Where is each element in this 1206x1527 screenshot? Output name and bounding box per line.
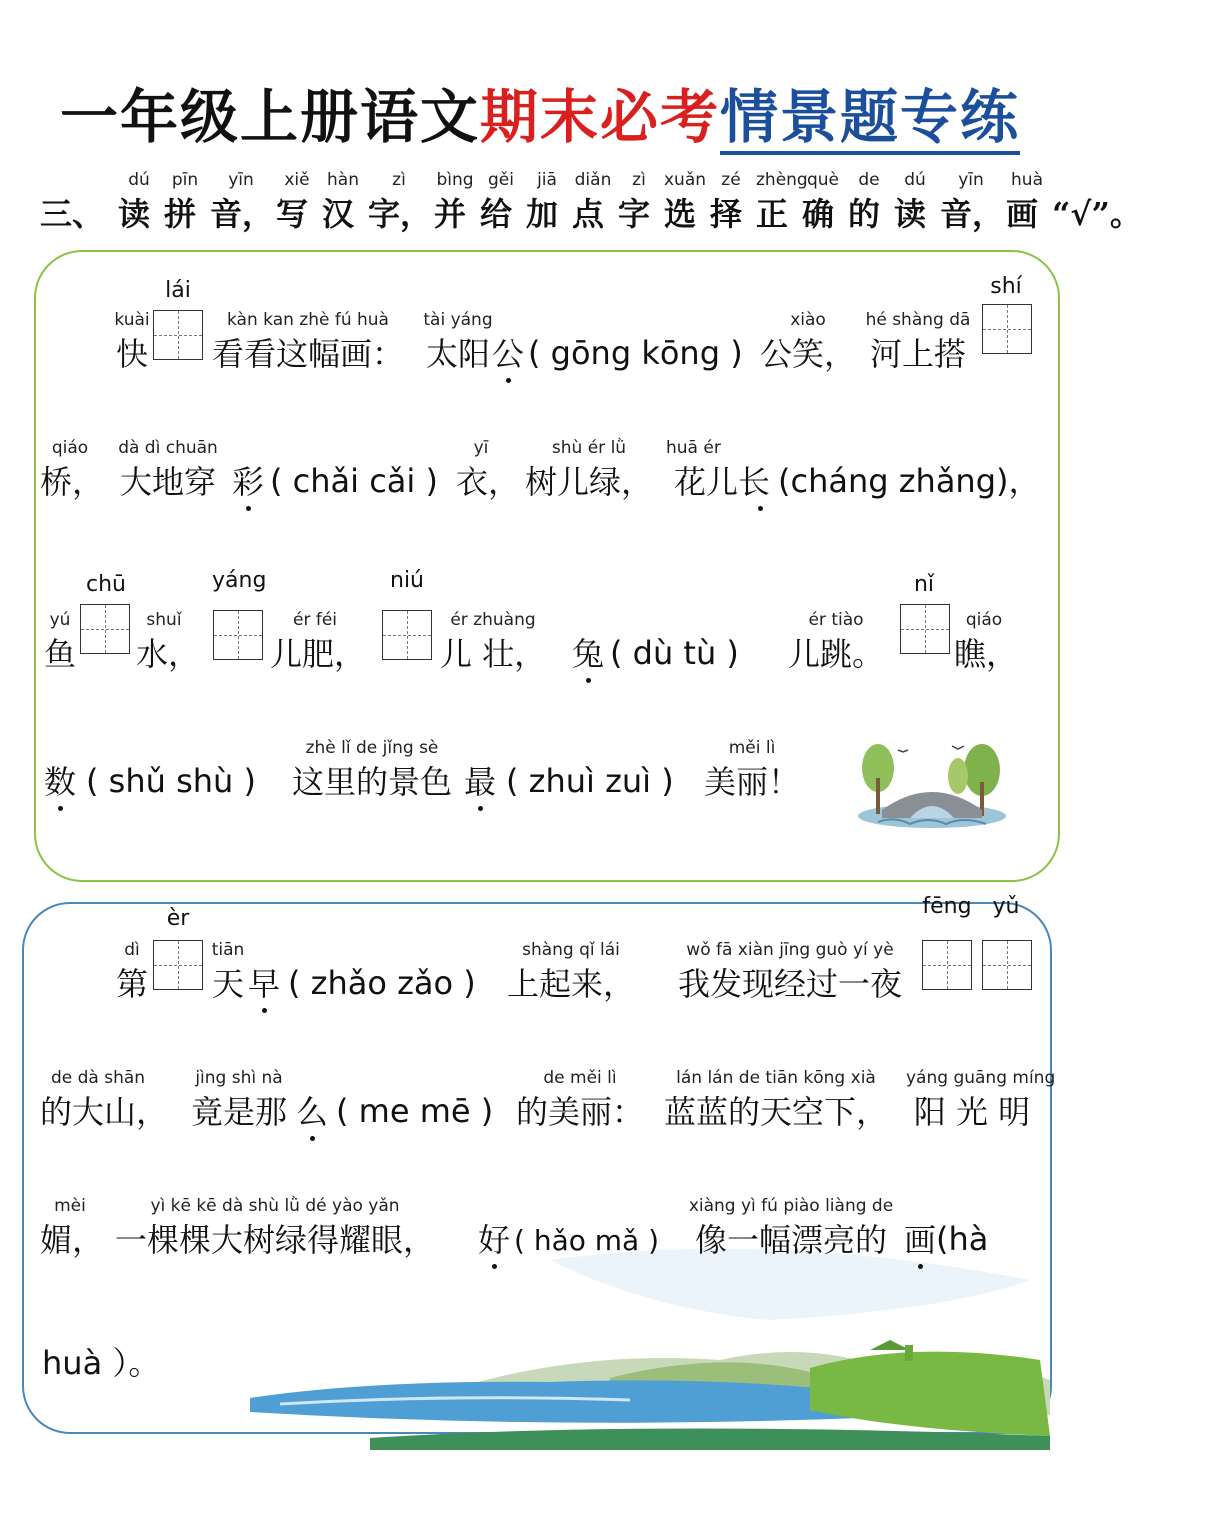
word-qiao2: [954, 610, 1019, 680]
hanzi: 花儿长: [673, 463, 770, 501]
heading-pinyin: zé: [721, 170, 741, 190]
word-dadichuan: [108, 438, 228, 508]
writing-box-9[interactable]: [982, 940, 1032, 990]
word-xiao: [758, 310, 858, 380]
hanzi: 阳 光 明: [913, 1093, 1031, 1131]
word-shui: [136, 610, 201, 680]
heading-hanzi: 确: [802, 195, 835, 233]
heading-segment: [756, 170, 808, 240]
pinyin: yú: [49, 610, 71, 630]
heading-segment: [322, 170, 364, 240]
box-pinyin-niu: niú: [390, 568, 424, 593]
heading-hanzi: 汉: [322, 195, 355, 233]
box-pinyin-yang: yáng: [212, 568, 267, 593]
word-demeili: [514, 1068, 646, 1138]
heading-pinyin: bìng: [436, 170, 474, 190]
heading-hanzi: 并: [434, 195, 467, 233]
word-yi: [456, 438, 521, 508]
hanzi: 的大山，: [40, 1093, 169, 1131]
heading-pinyin: de: [858, 170, 880, 190]
emphasis-dot: [58, 806, 63, 811]
hanzi: 公: [491, 335, 524, 373]
pinyin: huā ér: [666, 438, 721, 458]
hanzi: 衣，: [456, 463, 521, 501]
writing-box-6[interactable]: [900, 604, 950, 654]
hanzi: 竟是那: [190, 1093, 287, 1131]
pinyin: ér tiào: [808, 610, 864, 630]
dotted-char-me: [294, 1068, 330, 1138]
heading-hanzi: 写: [276, 195, 309, 233]
hanzi: 早: [247, 965, 280, 1003]
heading-segment: [572, 170, 614, 240]
word-meili: [704, 738, 800, 808]
pinyin: ér zhuàng: [450, 610, 536, 630]
heading-segment: [434, 170, 476, 240]
pinyin: shuǐ: [146, 610, 182, 630]
hanzi: 水，: [136, 635, 201, 673]
passage-2-line-1: [0, 894, 1080, 1010]
reading-options[interactable]: ( zhǎo zǎo ): [288, 964, 476, 1002]
heading-hanzi: 三、: [40, 195, 105, 233]
dotted-char-tu: [570, 610, 606, 680]
emphasis-dot: [262, 1008, 267, 1013]
reading-options[interactable]: ( me mē ): [336, 1092, 494, 1130]
writing-box-2[interactable]: [982, 304, 1032, 354]
pinyin: dà dì chuān: [118, 438, 218, 458]
pinyin: de měi lì: [543, 1068, 617, 1088]
word-yangguangming: [906, 1068, 1056, 1138]
dotted-char-hua: [902, 1196, 938, 1266]
pinyin: yī: [473, 438, 489, 458]
hanzi: 彩: [231, 463, 264, 501]
heading-pinyin: dú: [904, 170, 926, 190]
pinyin: qiáo: [965, 610, 1003, 630]
heading-hanzi: 画: [1006, 195, 1039, 233]
word-erzhuang: [438, 610, 548, 680]
heading-pinyin: yīn: [228, 170, 254, 190]
pinyin: zhè lǐ de jǐng sè: [305, 738, 439, 758]
word-shangqilai: [506, 940, 636, 1010]
heading-segment: [210, 170, 275, 240]
heading-pinyin: huà: [1011, 170, 1043, 190]
word-heshangda: [858, 310, 978, 380]
pinyin: kuài: [114, 310, 150, 330]
hanzi: 树儿绿，: [524, 463, 653, 501]
word-jingshina: [184, 1068, 294, 1138]
hanzi: 儿 壮，: [439, 635, 547, 673]
writing-box-4[interactable]: [213, 610, 263, 660]
word-mei: [40, 1196, 105, 1266]
reading-options[interactable]: ( zhuì zuì ): [506, 762, 674, 800]
dotted-char-gong: [490, 310, 526, 380]
heading-segment: [1006, 170, 1048, 240]
title-part-2: 期末必考: [479, 83, 720, 151]
heading-segment: [164, 170, 206, 240]
hanzi: 媚，: [40, 1221, 105, 1259]
heading-hanzi: 字，: [368, 195, 433, 233]
hanzi: 画: [903, 1221, 936, 1259]
emphasis-dot: [246, 506, 251, 511]
hanzi: 数: [43, 763, 76, 801]
pinyin: hé shàng dā: [865, 310, 971, 330]
pinyin: mèi: [54, 1196, 86, 1216]
passage-2-line-4: [0, 1320, 1080, 1390]
writing-box-8[interactable]: [922, 940, 972, 990]
heading-pinyin: zhèng: [756, 170, 808, 190]
heading-hanzi: 字: [618, 195, 651, 233]
heading-segment: [848, 170, 890, 240]
word-erfei: [270, 610, 367, 680]
heading-hanzi: 拼: [164, 195, 197, 233]
bridge-trees-illustration: [854, 738, 1010, 832]
hanzi: 美丽！: [704, 763, 801, 801]
heading-hanzi: 音，: [940, 195, 1005, 233]
heading-hanzi: 音，: [210, 195, 275, 233]
pinyin: dì: [124, 940, 140, 960]
box-pinyin-shi: shí: [990, 274, 1022, 299]
pinyin: wǒ fā xiàn jīng guò yí yè: [686, 940, 894, 960]
hanzi: 上起来，: [506, 965, 635, 1003]
dotted-char-shu: [42, 738, 78, 808]
word-tian: [208, 940, 248, 1010]
pinyin: shù ér lǜ: [551, 438, 627, 458]
word-kuai: [112, 310, 152, 380]
passage-1-line-3: [0, 568, 1080, 680]
hanzi: 鱼: [43, 635, 76, 673]
heading-pinyin: diǎn: [574, 170, 612, 190]
pinyin: xiào: [790, 310, 826, 330]
heading-hanzi: 加: [526, 195, 559, 233]
word-shuerlv: [524, 438, 654, 508]
heading-hanzi: 择: [710, 195, 743, 233]
heading-hanzi: 读: [118, 195, 151, 233]
pinyin: lán lán de tiān kōng xià: [676, 1068, 876, 1088]
heading-segment: [276, 170, 318, 240]
heading-pinyin: hàn: [327, 170, 359, 190]
heading-segment: [480, 170, 522, 240]
heading-segment: [40, 170, 114, 240]
writing-box-5[interactable]: [382, 610, 432, 660]
heading-segment: [526, 170, 568, 240]
heading-pinyin: gěi: [488, 170, 514, 190]
pinyin: tài yáng: [423, 310, 493, 330]
heading-hanzi: 读: [894, 195, 927, 233]
reading-options[interactable]: ( dù tù ): [610, 634, 739, 672]
word-yu: [42, 610, 78, 680]
heading-segment: [802, 170, 844, 240]
heading-pinyin: pīn: [171, 170, 199, 190]
question-heading: [40, 170, 1142, 240]
pinyin: tiān: [211, 940, 245, 960]
emphasis-dot: [586, 678, 591, 683]
heading-pinyin: zì: [632, 170, 646, 190]
passage-2-line-2: [0, 1068, 1080, 1138]
hanzi: 公笑，: [759, 335, 856, 373]
reading-options[interactable]: ( chǎi cǎi ): [270, 462, 438, 500]
reading-options[interactable]: (hà: [936, 1220, 989, 1258]
emphasis-dot: [506, 378, 511, 383]
hanzi: 太阳: [425, 335, 490, 373]
box-pinyin-lai: lái: [165, 278, 191, 303]
writing-box-1[interactable]: [153, 310, 203, 360]
hanzi: 一棵棵大树绿得耀眼，: [114, 1221, 435, 1259]
heading-segment: [1052, 170, 1206, 240]
word-zheli: [282, 738, 462, 808]
hanzi: 河上搭: [869, 335, 966, 373]
word-ertiao: [788, 610, 884, 680]
pinyin: shàng qǐ lái: [522, 940, 620, 960]
word-lanlan: [656, 1068, 896, 1138]
hanzi: 大地穿: [119, 463, 216, 501]
heading-hanzi: 正: [756, 195, 789, 233]
heading-segment: [940, 170, 1005, 240]
hanzi: 好: [477, 1221, 510, 1259]
hanzi: 瞧，: [954, 635, 1019, 673]
reading-options[interactable]: (cháng zhǎng)，: [778, 462, 1041, 500]
heading-hanzi: “√”。: [1052, 195, 1142, 233]
reading-options[interactable]: ( shǔ shù ): [86, 762, 256, 800]
box-pinyin-er: èr: [166, 906, 190, 931]
pinyin: kàn kan zhè fú huà: [227, 310, 389, 330]
passage-1-line-2: [0, 438, 1080, 508]
heading-segment: [118, 170, 160, 240]
heading-segment: [618, 170, 660, 240]
dotted-char-cai: [230, 438, 266, 508]
box-pinyin-feng: fēng: [922, 894, 972, 919]
pinyin: měi lì: [728, 738, 776, 758]
emphasis-dot: [478, 806, 483, 811]
heading-segment: [664, 170, 706, 240]
writing-box-7[interactable]: [153, 940, 203, 990]
hanzi: 这里的景色: [291, 763, 452, 801]
emphasis-dot: [310, 1136, 315, 1141]
word-yikekedashu: [110, 1196, 440, 1266]
pinyin: qiáo: [51, 438, 89, 458]
word-taiyang: [418, 310, 498, 380]
hanzi: 儿肥，: [270, 635, 367, 673]
heading-pinyin: xuǎn: [664, 170, 707, 190]
emphasis-dot: [492, 1264, 497, 1269]
hanzi: 兔: [571, 635, 604, 673]
pinyin: ér féi: [292, 610, 338, 630]
hanzi: 快: [115, 335, 148, 373]
pinyin: xiàng yì fú piào liàng de: [688, 1196, 894, 1216]
word-kankan: [208, 310, 408, 380]
heading-pinyin: xiě: [284, 170, 310, 190]
word-di: [112, 940, 152, 1010]
hanzi: 桥，: [40, 463, 105, 501]
word-dedashan: [40, 1068, 169, 1138]
word-xiangyifu: [676, 1196, 906, 1266]
heading-pinyin: zì: [392, 170, 406, 190]
box-pinyin-yu: yǔ: [992, 894, 1020, 919]
heading-hanzi: 给: [480, 195, 513, 233]
pinyin: yáng guāng míng: [906, 1068, 1056, 1088]
word-wofaxian: [660, 940, 920, 1010]
dotted-char-zao: [246, 940, 282, 1010]
heading-pinyin: què: [806, 170, 840, 190]
heading-hanzi: 选: [664, 195, 697, 233]
heading-hanzi: 的: [848, 195, 881, 233]
hanzi: 天: [211, 965, 244, 1003]
passage-1-line-1: [0, 274, 1080, 380]
hanzi: 的美丽：: [515, 1093, 644, 1131]
heading-pinyin: yīn: [958, 170, 984, 190]
hanzi: 像一幅漂亮的: [694, 1221, 887, 1259]
emphasis-dot: [918, 1264, 923, 1269]
box-pinyin-chu: chū: [86, 572, 126, 597]
title-part-3: 情景题专练: [720, 83, 1020, 155]
reading-options[interactable]: ( gōng kōng ): [528, 334, 743, 372]
heading-segment: [894, 170, 936, 240]
hanzi: 么: [295, 1093, 328, 1131]
writing-box-3[interactable]: [80, 604, 130, 654]
hanzi: 儿跳。: [788, 635, 885, 673]
passage-2-line-3: [0, 1196, 1080, 1266]
title-part-1: 一年级上册语文: [59, 83, 480, 151]
reading-options-continued[interactable]: huà ）。: [42, 1344, 161, 1382]
dotted-char-zui: [462, 738, 498, 808]
hanzi: 第: [115, 965, 148, 1003]
page-title: [0, 70, 1080, 154]
hanzi: 最: [463, 763, 496, 801]
hanzi: 蓝蓝的天空下，: [663, 1093, 888, 1131]
heading-segment: [710, 170, 752, 240]
hanzi: 我发现经过一夜: [677, 965, 902, 1003]
box-pinyin-ni: nǐ: [913, 572, 935, 597]
pinyin: yì kē kē dà shù lǜ dé yào yǎn: [150, 1196, 400, 1216]
heading-pinyin: dú: [128, 170, 150, 190]
heading-segment: [368, 170, 433, 240]
heading-pinyin: jiā: [537, 170, 557, 190]
word-qiao: [40, 438, 105, 508]
pinyin: de dà shān: [50, 1068, 146, 1088]
word-huaerchang: [666, 438, 778, 508]
dotted-char-hao: [476, 1196, 512, 1266]
pinyin: jìng shì nà: [195, 1068, 283, 1088]
hanzi: 看看这幅画：: [211, 335, 404, 373]
reading-options[interactable]: ( hǎo mǎ ): [514, 1224, 660, 1257]
heading-hanzi: 点: [572, 195, 605, 233]
